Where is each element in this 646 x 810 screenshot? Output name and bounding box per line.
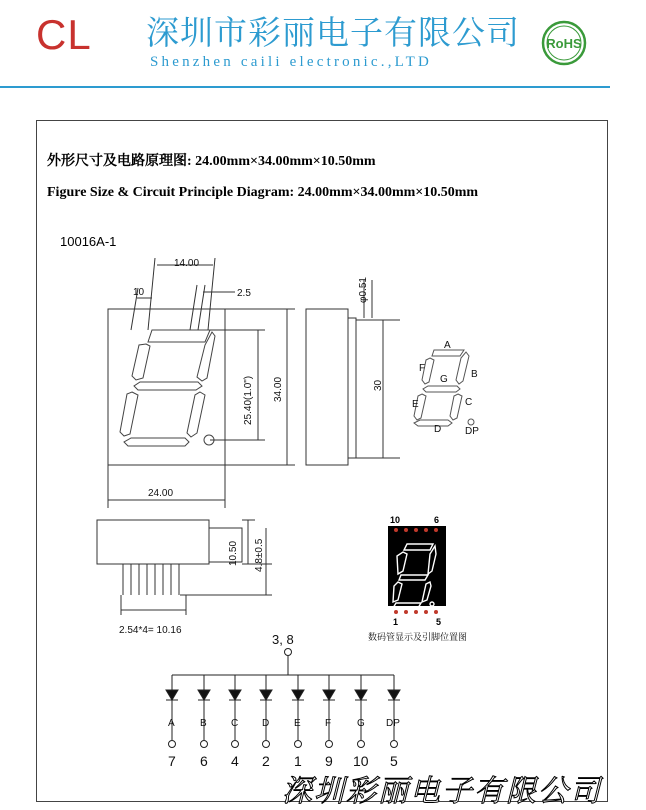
seg-label-c: C [465, 397, 473, 408]
diode-a [166, 675, 178, 769]
pin-label-bottom-left: 1 [393, 617, 399, 627]
diode-pin-number: 1 [294, 753, 302, 769]
diode-pin-number: 2 [262, 753, 270, 769]
diode-label: G [357, 718, 365, 729]
diode-pin-number: 10 [353, 753, 369, 769]
side-view-outline [306, 309, 348, 465]
dim-digit-height: 25.40(1.0") [243, 375, 254, 425]
pin-diagram-caption: 数码管显示及引脚位置图 [368, 632, 468, 642]
diode-b [198, 675, 210, 769]
company-logo: CL [36, 11, 92, 58]
rohs-badge-text: RoHS [546, 36, 582, 51]
seg-label-g: G [440, 374, 448, 385]
diode-label: C [231, 718, 239, 729]
diode-dp [386, 675, 400, 769]
diode-label: A [168, 718, 175, 729]
company-name-en: Shenzhen caili electronic.,LTD [150, 54, 433, 70]
model-number: 10016A-1 [60, 234, 117, 249]
circuit-common-pins: 3, 8 [272, 632, 294, 647]
pin-label-bottom-right: 5 [436, 617, 442, 627]
company-name-cn: 深圳市彩丽电子有限公司 [146, 13, 520, 52]
dim-pin-length: 4.8±0.5 [254, 538, 265, 572]
diode-array [166, 675, 400, 769]
title-en: Figure Size & Circuit Principle Diagram: 24.00mm×34.00mm×10.50mm [47, 185, 479, 200]
dim-pin-diameter: φ0.51 [358, 277, 369, 303]
diode-label: E [294, 718, 301, 729]
dim-top-1: 14.00 [174, 258, 200, 269]
circuit-diagram [166, 632, 400, 769]
segment-map-digit [414, 350, 474, 426]
seg-label-b: B [471, 369, 478, 380]
dim-pitch: 2.54*4= 10.16 [119, 625, 182, 636]
dim-top-3: 2.5 [237, 288, 251, 299]
seg-label-e: E [412, 399, 419, 410]
diode-label: F [325, 718, 332, 729]
pin-position-diagram [368, 515, 467, 642]
pin-label-top-left: 10 [390, 515, 401, 525]
diode-g [353, 675, 369, 769]
watermark: 深圳彩丽电子有限公司 [282, 774, 602, 809]
diode-d [260, 675, 272, 769]
diode-pin-number: 4 [231, 753, 239, 769]
diode-label: B [200, 718, 207, 729]
seg-label-d: D [434, 424, 442, 435]
seg-label-f: F [419, 363, 426, 374]
dim-side-height: 30 [373, 379, 384, 391]
diode-label: D [262, 718, 270, 729]
diode-pin-number: 6 [200, 753, 208, 769]
dim-top-2: 10 [133, 287, 145, 298]
pin-label-top-right: 6 [434, 515, 440, 525]
dim-height: 34.00 [273, 376, 284, 402]
dim-depth: 10.50 [228, 540, 239, 566]
bottom-view-outline [97, 520, 209, 564]
diode-e [292, 675, 304, 769]
seg-label-dp: DP [465, 426, 479, 437]
seg-label-a: A [444, 340, 451, 351]
diode-pin-number: 5 [390, 753, 398, 769]
front-view-digit [120, 330, 215, 446]
diode-label: DP [386, 718, 400, 729]
diode-pin-number: 9 [325, 753, 333, 769]
diode-c [229, 675, 241, 769]
diode-f [323, 675, 335, 769]
title-cn: 外形尺寸及电路原理图: 24.00mm×34.00mm×10.50mm [47, 154, 376, 169]
diode-pin-number: 7 [168, 753, 176, 769]
dim-width: 24.00 [148, 488, 174, 499]
